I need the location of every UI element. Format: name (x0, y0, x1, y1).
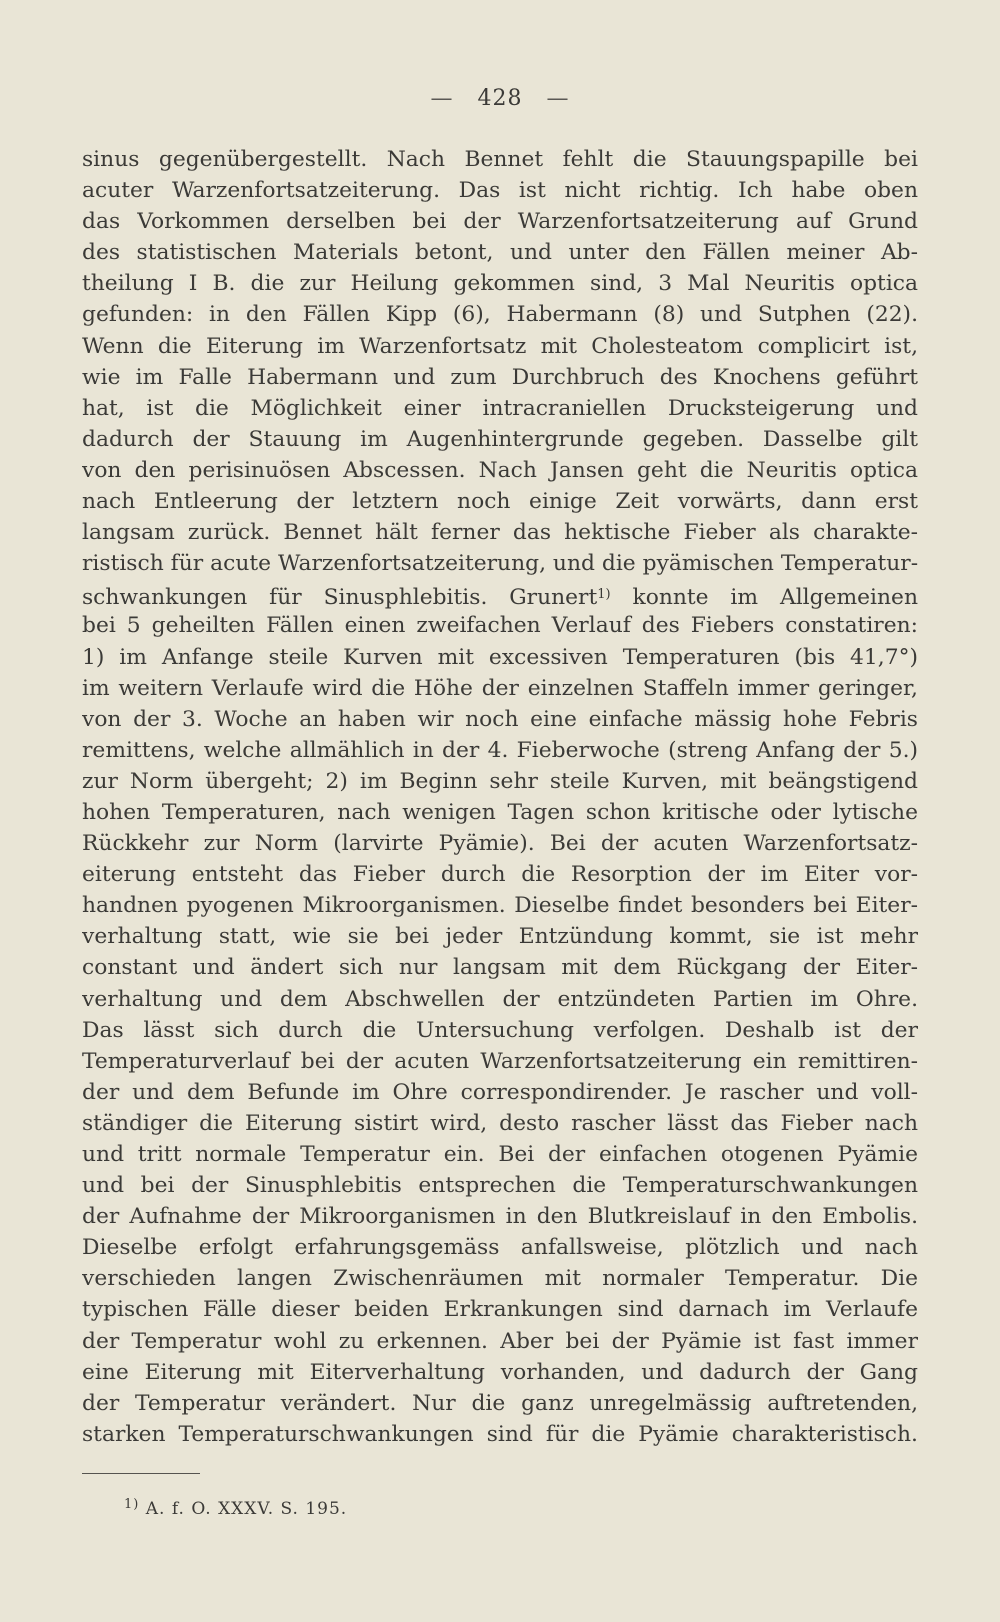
text-line: Rückkehr zur Norm (larvirte Pyämie). Bei der acuten Warzenfortsatz- (82, 831, 918, 857)
text-line: das Vorkommen derselben bei der Warzenfortsatzeiterung auf Grund (82, 209, 918, 235)
page-number: 428 (477, 86, 523, 111)
text-line: der und dem Befunde im Ohre correspondirender. Je rascher und voll- (82, 1079, 918, 1105)
text-line: verschieden langen Zwischenräumen mit normaler Temperatur. Die (82, 1266, 918, 1292)
text-line: ständiger die Eiterung sistirt wird, desto rascher lässt das Fieber nach (82, 1110, 918, 1136)
text-line: constant und ändert sich nur langsam mit dem Rückgang der Eiter- (82, 955, 918, 981)
text-line: gefunden: in den Fällen Kipp (6), Habermann (8) und Sutphen (22). (82, 302, 918, 328)
header-dash-left: — (430, 86, 454, 111)
text-segment: schwankungen für Sinusphlebitis. Grunert (82, 585, 598, 611)
text-line: der Temperatur wohl zu erkennen. Aber bei der Pyämie ist fast immer (82, 1328, 918, 1354)
text-line: verhaltung statt, wie sie bei jeder Entzündung kommt, sie ist mehr (82, 924, 918, 950)
text-line: und bei der Sinusphlebitis entsprechen die Temperaturschwankungen (82, 1173, 918, 1199)
text-line: typischen Fälle dieser beiden Erkrankungen sind darnach im Verlaufe (82, 1297, 918, 1323)
text-line: sinus gegenübergestellt. Nach Bennet fehlt die Stauungspapille bei (82, 147, 918, 172)
footnote-reference: 1) (597, 587, 611, 603)
text-line: im weitern Verlaufe wird die Höhe der einzelnen Staffeln immer geringer, (82, 675, 918, 701)
text-line: langsam zurück. Bennet hält ferner das hektische Fieber als charakte- (82, 520, 918, 546)
text-line: Temperaturverlauf bei der acuten Warzenfortsatzeiterung ein remittiren- (82, 1048, 918, 1074)
header-dash-right: — (546, 86, 570, 111)
text-line: theilung I B. die zur Heilung gekommen sind, 3 Mal Neuritis optica (82, 271, 918, 297)
text-line: Dieselbe erfolgt erfahrungsgemäss anfallsweise, plötzlich und nach (82, 1235, 918, 1261)
text-line-with-footnote-ref (82, 579, 918, 610)
text-line: handnen pyogenen Mikroorganismen. Dieselbe findet besonders bei Eiter- (82, 893, 918, 919)
text-line: hat, ist die Möglichkeit einer intracraniellen Drucksteigerung und (82, 395, 918, 421)
text-line: hohen Temperaturen, nach wenigen Tagen schon kritische oder lytische (82, 799, 918, 825)
text-line: bei 5 geheilten Fällen einen zweifachen Verlauf des Fiebers constatiren: (82, 613, 918, 639)
text-line: der Aufnahme der Mikroorganismen in den Blutkreislauf in den Embolis. (82, 1204, 918, 1230)
text-line: remittens, welche allmählich in der 4. Fieberwoche (streng Anfang der 5.) (82, 737, 918, 763)
footnote-separator (82, 1473, 200, 1474)
text-line: der Temperatur verändert. Nur die ganz unregelmässig auftretenden, (82, 1390, 918, 1416)
text-line: eiterung entsteht das Fieber durch die Resorption der im Eiter vor- (82, 862, 918, 888)
text-line: des statistischen Materials betont, und unter den Fällen meiner Ab- (82, 240, 918, 266)
text-line: Das lässt sich durch die Untersuchung verfolgen. Deshalb ist der (82, 1017, 918, 1043)
footnote-text: A. f. O. XXXV. S. 195. (145, 1499, 348, 1519)
text-line: 1) im Anfange steile Kurven mit excessiven Temperaturen (bis 41,7°) (82, 644, 918, 670)
page-header (0, 86, 1000, 111)
text-line: acuter Warzenfortsatzeiterung. Das ist nicht richtig. Ich habe oben (82, 178, 918, 204)
text-line: ristisch für acute Warzenfortsatzeiterung, und die pyämischen Temperatur- (82, 551, 918, 577)
text-line: starken Temperaturschwankungen sind für die Pyämie charakteristisch. (82, 1421, 918, 1447)
text-line: und tritt normale Temperatur ein. Bei der einfachen otogenen Pyämie (82, 1142, 918, 1167)
text-line: nach Entleerung der letztern noch einige Zeit vorwärts, dann erst (82, 489, 918, 515)
text-line: wie im Falle Habermann und zum Durchbruch des Knochens geführt (82, 364, 918, 390)
body-text (82, 144, 918, 1450)
text-line: dadurch der Stauung im Augenhintergrunde gegeben. Dasselbe gilt (82, 426, 918, 452)
text-segment: konnte im Allgemeinen (632, 585, 918, 611)
text-line: Wenn die Eiterung im Warzenfortsatz mit Cholesteatom complicirt ist, (82, 333, 918, 359)
text-line: zur Norm übergeht; 2) im Beginn sehr steile Kurven, mit beängstigend (82, 768, 918, 794)
footnote (124, 1497, 347, 1519)
text-line: von der 3. Woche an haben wir noch eine einfache mässig hohe Febris (82, 706, 918, 732)
text-line: eine Eiterung mit Eiterverhaltung vorhanden, und dadurch der Gang (82, 1359, 918, 1385)
text-line: verhaltung und dem Abschwellen der entzündeten Partien im Ohre. (82, 986, 918, 1012)
text-line: von den perisinuösen Abscessen. Nach Jansen geht die Neuritis optica (82, 457, 918, 483)
footnote-marker: 1) (124, 1497, 140, 1512)
